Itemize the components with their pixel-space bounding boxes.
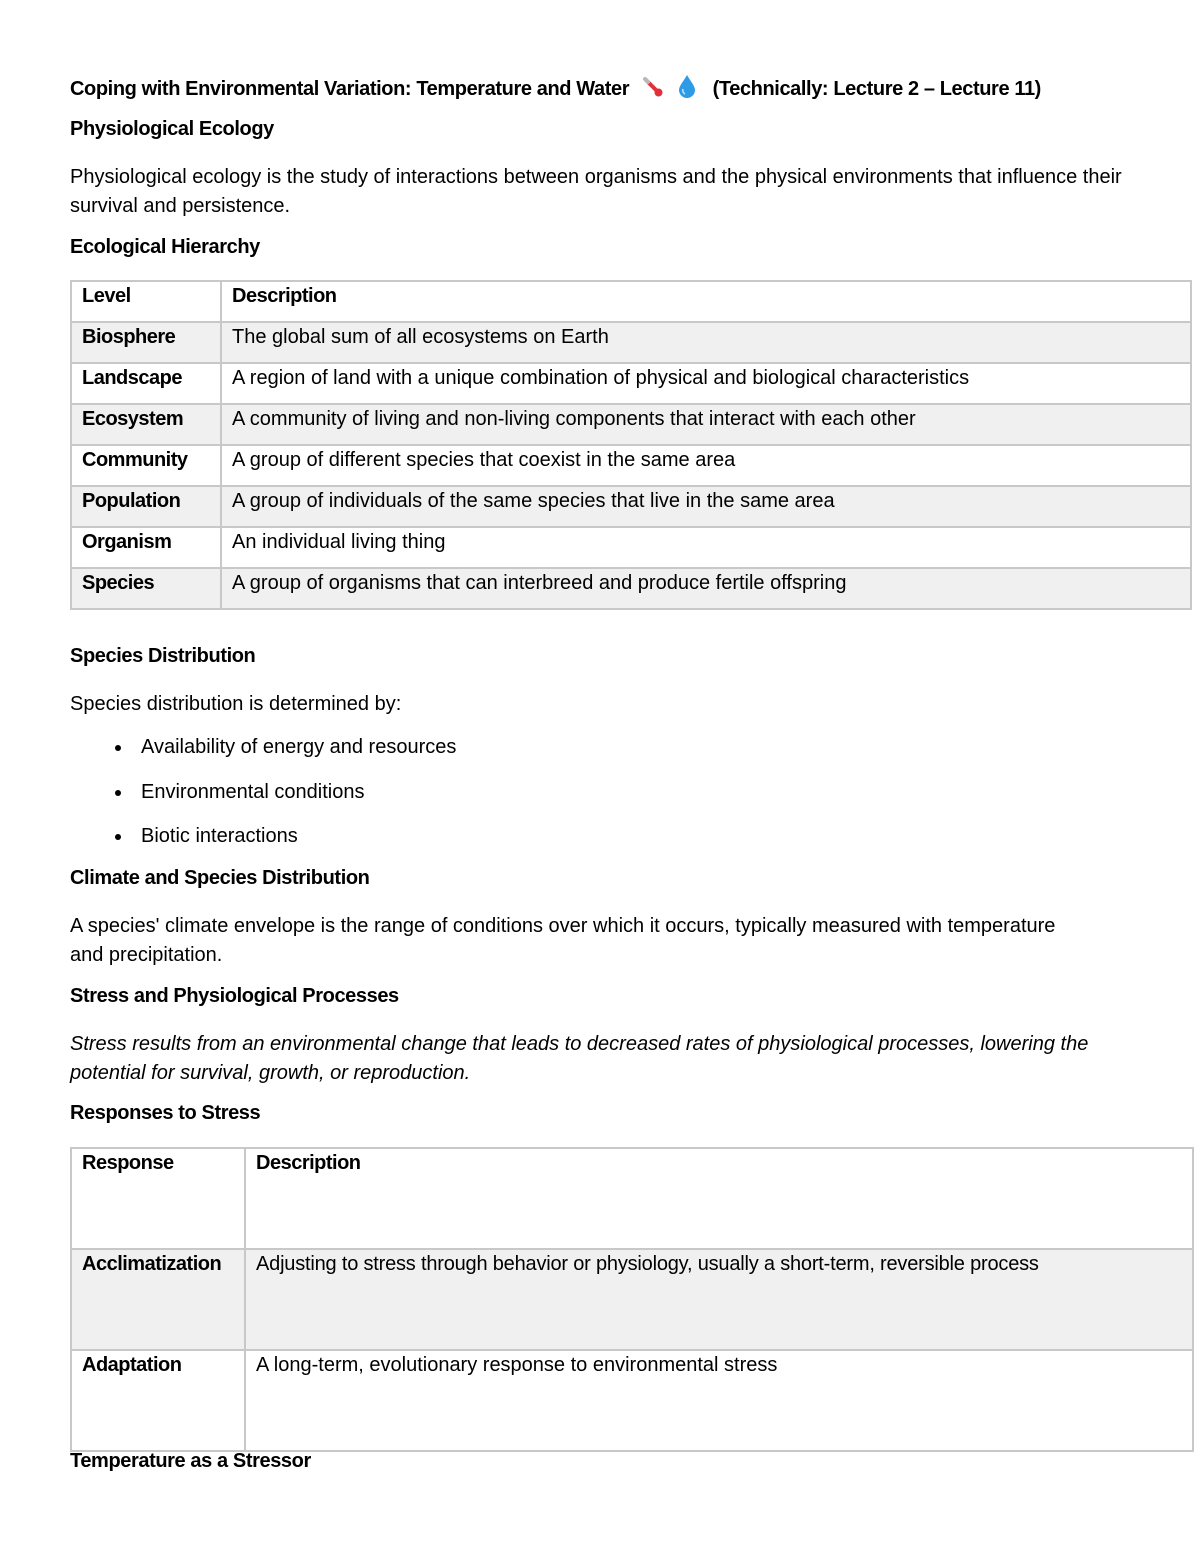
heading-ecological-hierarchy: Ecological Hierarchy	[70, 236, 260, 258]
description-cell: A long-term, evolutionary response to environmental stress	[245, 1350, 1193, 1451]
description-cell: The global sum of all ecosystems on Earth	[221, 322, 1191, 363]
table-row	[71, 363, 1191, 404]
heading-species-distribution: Species Distribution	[70, 645, 256, 667]
level-cell: Species	[71, 568, 221, 609]
title-main: Coping with Environmental Variation: Temperature and Water	[70, 78, 630, 100]
paragraph-species-distribution: Species distribution is determined by:	[70, 693, 402, 715]
table-row	[71, 404, 1191, 445]
level-cell: Population	[71, 486, 221, 527]
paragraph-stress: Stress results from an environmental change that leads to decreased rates of physiological processes, lowering the potential for survival, growth, or reproduction.	[70, 1033, 1089, 1084]
bullet-icon	[115, 745, 121, 751]
table-row	[71, 1249, 1193, 1350]
table-header-cell: Level	[71, 281, 221, 322]
table-row	[71, 1350, 1193, 1451]
bullet-icon	[115, 834, 121, 840]
level-cell: Organism	[71, 527, 221, 568]
level-cell: Biosphere	[71, 322, 221, 363]
response-cell: Acclimatization	[71, 1249, 245, 1350]
ecological-hierarchy-table	[70, 280, 1192, 610]
response-cell: Adaptation	[71, 1350, 245, 1451]
table-header-cell: Description	[245, 1148, 1193, 1249]
list-item	[70, 822, 456, 867]
table-header-cell: Response	[71, 1148, 245, 1249]
heading-climate: Climate and Species Distribution	[70, 867, 370, 889]
table-row	[71, 527, 1191, 568]
level-cell: Community	[71, 445, 221, 486]
list-item-text: Biotic interactions	[141, 825, 298, 847]
level-cell: Ecosystem	[71, 404, 221, 445]
table-header-row	[71, 1148, 1193, 1249]
description-cell: A group of different species that coexist in the same area	[221, 445, 1191, 486]
paragraph-physiological-ecology: Physiological ecology is the study of interactions between organisms and the physical environments that influence their survival and persistence.	[70, 166, 1122, 217]
heading-responses: Responses to Stress	[70, 1102, 261, 1124]
paragraph-climate: A species' climate envelope is the range of conditions over which it occurs, typically measured with temperature and precipitation.	[70, 915, 1056, 966]
table-header-row	[71, 281, 1191, 322]
heading-stress: Stress and Physiological Processes	[70, 985, 399, 1007]
table-row	[71, 486, 1191, 527]
title-suffix: (Technically: Lecture 2 – Lecture 11)	[712, 78, 1041, 100]
list-item	[70, 778, 456, 823]
responses-table	[70, 1147, 1194, 1452]
level-cell: Landscape	[71, 363, 221, 404]
description-cell: A group of individuals of the same species that live in the same area	[221, 486, 1191, 527]
table-row	[71, 445, 1191, 486]
description-cell: A community of living and non-living components that interact with each other	[221, 404, 1191, 445]
water-drop-icon	[677, 74, 697, 104]
table-row	[71, 568, 1191, 609]
list-item-text: Availability of energy and resources	[141, 736, 457, 758]
description-cell: Adjusting to stress through behavior or physiology, usually a short-term, reversible process	[245, 1249, 1193, 1350]
list-item	[70, 733, 456, 778]
description-cell: An individual living thing	[221, 527, 1191, 568]
species-distribution-list	[70, 733, 456, 867]
table-row	[71, 322, 1191, 363]
heading-temperature: Temperature as a Stressor	[70, 1450, 311, 1472]
description-cell: A region of land with a unique combination of physical and biological characteristics	[221, 363, 1191, 404]
description-cell: A group of organisms that can interbreed and produce fertile offspring	[221, 568, 1191, 609]
table-header-cell: Description	[221, 281, 1191, 322]
list-item-text: Environmental conditions	[141, 780, 365, 803]
document-title	[70, 74, 1041, 104]
heading-physiological-ecology: Physiological Ecology	[70, 118, 274, 140]
bullet-icon	[115, 790, 121, 796]
thermometer-icon	[642, 76, 664, 104]
